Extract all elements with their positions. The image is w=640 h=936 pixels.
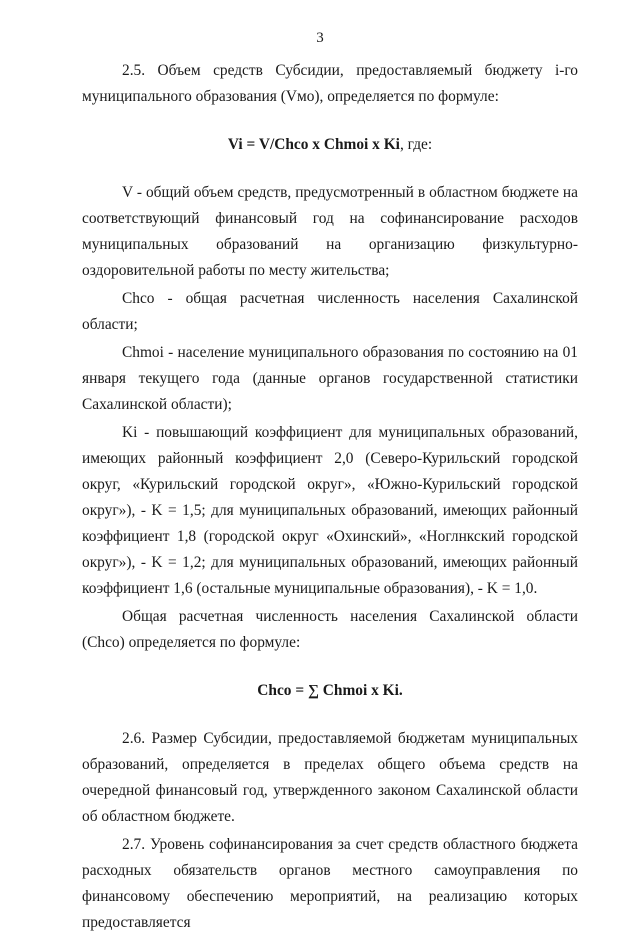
paragraph-2-7: 2.7. Уровень софинансирования за счет средств областного бюджета расходных обязательств органов местного самоуправления по финансовому обеспечению мероприятий, на реализацию которых предоставляется <box>82 836 578 931</box>
formula-vi-tail: , где: <box>399 136 433 153</box>
definition-v: V - общий объем средств, предусмотренный в областном бюджете на соответствующий финансовый год на софинансирование расходов муниципальных образований на организацию физкультурно-оздоровительной работы по месту жительства; <box>82 184 578 279</box>
document-body <box>82 58 578 936</box>
formula-chco: Chco = ∑ Chmoi x Ki. <box>257 682 403 699</box>
formula-vi-expression: Vi = V/Chco x Chmoi x Ki <box>227 136 400 153</box>
page-number: 3 <box>316 30 324 46</box>
paragraph-2-6: 2.6. Размер Субсидии, предоставляемой бюджетам муниципальных образований, определяется в пределах общего объема средств на очередной финансовый год, утвержденного законом Сахалинской области об областном бюджете. <box>82 730 578 825</box>
definition-chmoi: Chmoi - население муниципального образования по состоянию на 01 января текущего года (данные органов государственной статистики Сахалинской области); <box>82 344 578 413</box>
paragraph-2-5: 2.5. Объем средств Субсидии, предоставляемый бюджету i-го муниципального образования (Vмо), определяется по формуле: <box>82 62 578 105</box>
definition-ki: Ki - повышающий коэффициент для муниципальных образований, имеющих районный коэффициент 2,0 (Северо-Курильский городской округ, «Курильский городской округ», «Южно-Курильский городской округ»), - K = 1,5; для муниципальных образований, имеющих районный коэффициент 1,8 (городской округ «Охинский», «Ноглнкский городской округ»), - K = 1,2; для муниципальных образований, имеющих районный коэффициент 1,6 (остальные муниципальные образования), - K = 1,0. <box>82 424 578 597</box>
formula-vi <box>82 132 578 158</box>
chco-intro: Общая расчетная численность населения Сахалинской области (Chco) определяется по формуле: <box>82 608 578 651</box>
definition-chco: Chco - общая расчетная численность населения Сахалинской области; <box>82 290 578 333</box>
